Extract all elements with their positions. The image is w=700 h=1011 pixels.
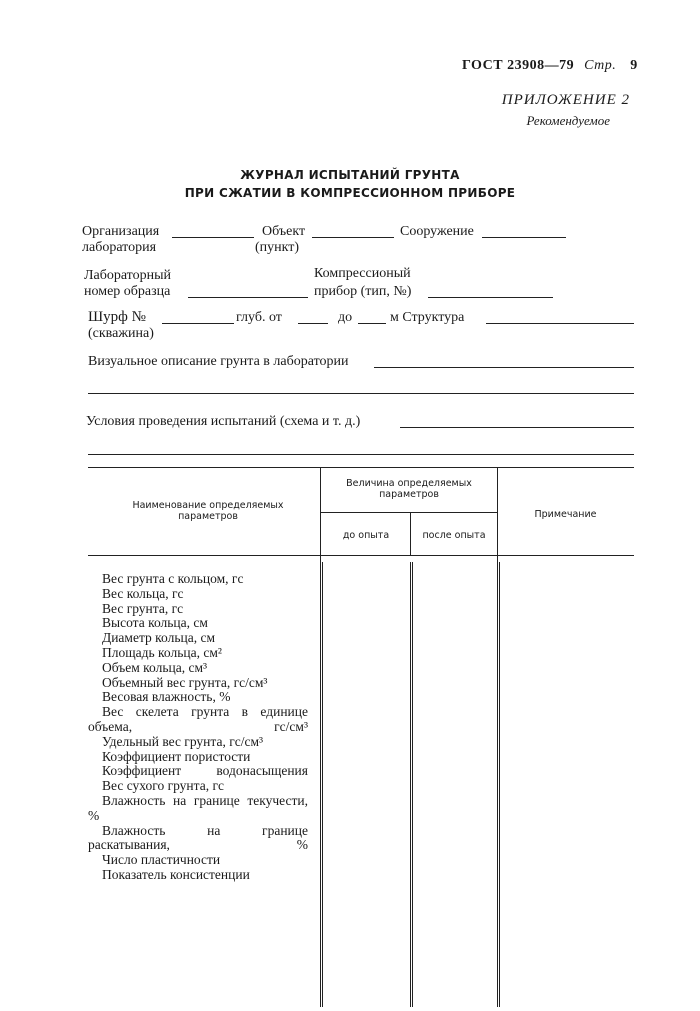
structure-label: Сооружение [400,224,474,239]
pit-label: Шурф № [88,309,146,325]
lab-number-field[interactable] [188,297,308,298]
table-header-bottom-rule [88,555,634,556]
header-param-name: Наименование определяемых параметров [132,500,284,522]
journal-title-line2: ПРИ СЖАТИИ В КОМПРЕССИОННОМ ПРИБОРЕ [184,186,516,200]
header-note: Примечание [534,509,597,520]
header-after-test: после опыта [422,530,486,541]
body-col-line-1 [322,562,323,1007]
object-label: Объект [262,224,306,239]
laboratory-label: лаборатория [82,240,157,255]
structure-field[interactable] [482,237,566,238]
visual-description-field[interactable] [374,367,634,368]
table-row: Объем кольца, см³ [102,659,208,675]
lab-number-label-2: номер образца [84,284,171,299]
table-row: Высота кольца, см [102,615,208,631]
table-row: Вес грунта с кольцом, гс [102,571,244,586]
table-row: Объемный вес грунта, гс/см³ [102,674,268,690]
depth-to-label: до [338,310,353,325]
lab-number-label-1: Лабораторный [84,268,172,283]
organization-field[interactable] [172,237,254,238]
table-row: Удельный вес грунта, гс/см³ [102,733,264,749]
table-col-divider-1 [320,467,321,1007]
table-top-rule [88,467,634,468]
table-row: Коэффициент водонасыщения [102,763,308,779]
pit-field[interactable] [162,323,234,324]
compression-field[interactable] [428,297,553,298]
header-before-test: до опыта [342,530,390,541]
compression-label-2: прибор (тип, №) [314,284,412,299]
table-row: Коэффициент пористости [102,748,251,764]
compression-label-1: Компрессионый [314,266,411,281]
page-number: 9 [630,58,638,73]
table-row: Показатель консистенции [102,866,250,882]
test-conditions-label: Условия проведения испытаний (схема и т. д.) [86,414,361,429]
body-col-line-2 [410,562,411,1007]
table-row: Вес сухого грунта, гс [102,778,224,794]
body-col-line-2b [412,562,413,1007]
page-label: Стр. [584,58,617,73]
test-conditions-line-2[interactable] [88,454,634,455]
page-header [462,58,638,74]
table-row: Весовая влажность, % [102,689,231,705]
parameter-list [88,572,308,883]
appendix-status: Рекомендуемое [526,113,610,128]
body-col-line-3 [499,562,500,1007]
table-row: Вес скелета грунта в единице объема, гс/см³ [88,704,308,734]
depth-to-field[interactable] [358,323,386,324]
gost-number: ГОСТ 23908—79 [462,58,575,73]
table-row: Вес кольца, гс [102,585,184,601]
object-field[interactable] [312,237,394,238]
table-row: Число пластичности [102,852,221,868]
table-row: Диаметр кольца, см [102,630,215,646]
table-row: Влажность на границе текучести, % [88,792,308,823]
organization-label: Организация [82,224,160,239]
depth-from-field[interactable] [298,323,328,324]
table-row: Площадь кольца, см² [102,644,222,660]
table-subheader-rule [320,512,497,513]
point-label: (пункт) [255,240,300,255]
depth-from-label: глуб. от [236,310,282,325]
visual-description-line-2[interactable] [88,393,634,394]
well-label: (скважина) [88,326,154,341]
header-param-value: Величина определяемых параметров [346,478,472,500]
table-col-divider-3 [497,467,498,1007]
table-row: Влажность на границе раскатывания, % [88,822,308,853]
appendix-title: ПРИЛОЖЕНИЕ 2 [501,92,630,108]
test-conditions-field[interactable] [400,427,634,428]
visual-description-label: Визуальное описание грунта в лаборатории [88,354,349,369]
meter-structure-label: м Структура [390,310,465,325]
table-row: Вес грунта, гс [102,600,184,616]
structure-type-field[interactable] [486,323,634,324]
journal-title-line1: ЖУРНАЛ ИСПЫТАНИЙ ГРУНТА [240,168,460,182]
